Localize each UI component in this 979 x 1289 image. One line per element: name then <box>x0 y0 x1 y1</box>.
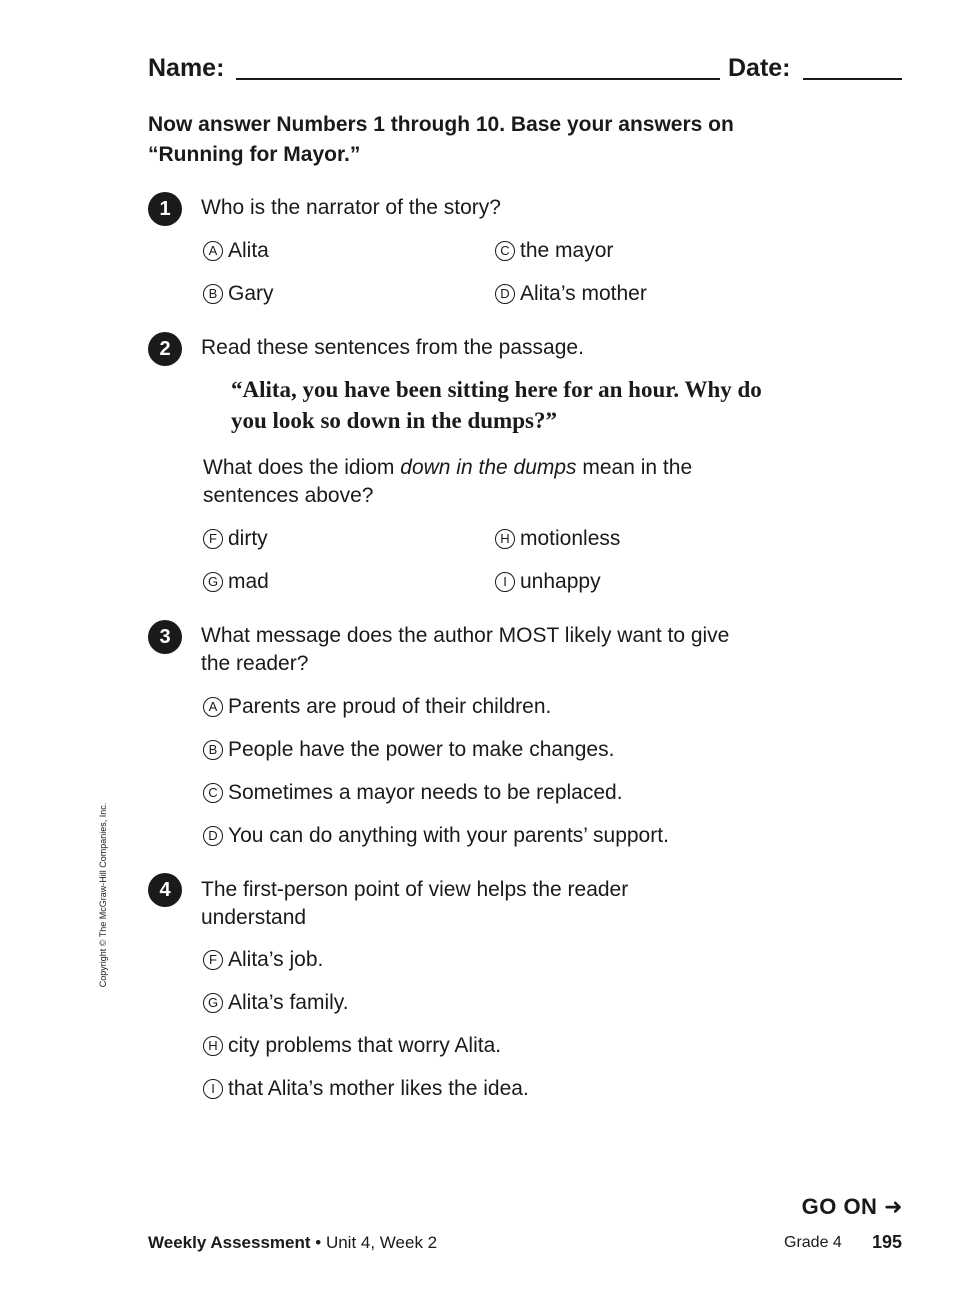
go-on-label: GO ON ➜ <box>801 1194 903 1219</box>
answer-bubble[interactable]: H <box>495 529 515 549</box>
option-text: Alita <box>228 239 269 262</box>
prompt-text: What does the idiom <box>203 456 401 479</box>
q4-option-h[interactable] <box>203 1033 501 1059</box>
page-number: 195 <box>872 1232 903 1252</box>
answer-bubble[interactable]: H <box>203 1036 223 1056</box>
q2-option-g[interactable] <box>203 569 269 595</box>
answer-bubble[interactable]: D <box>495 284 515 304</box>
question-4-text: The first-person point of view helps the reader understand <box>201 878 629 929</box>
q1-option-b[interactable] <box>203 281 274 307</box>
answer-bubble[interactable]: D <box>203 826 223 846</box>
answer-bubble[interactable]: A <box>203 697 223 717</box>
option-text: that Alita’s mother likes the idea. <box>228 1077 529 1100</box>
option-text: Alita’s job. <box>228 948 324 971</box>
answer-bubble[interactable]: A <box>203 241 223 261</box>
footer-separator: • <box>310 1233 326 1252</box>
answer-bubble[interactable]: B <box>203 284 223 304</box>
q1-option-c[interactable] <box>495 238 613 264</box>
option-text: Parents are proud of their children. <box>228 695 552 718</box>
option-text: Gary <box>228 282 274 305</box>
option-text: Alita’s mother <box>520 282 647 305</box>
answer-bubble[interactable]: I <box>495 572 515 592</box>
answer-bubble[interactable]: C <box>203 783 223 803</box>
q3-option-d[interactable] <box>203 823 669 849</box>
option-text: mad <box>228 570 269 593</box>
option-text: People have the power to make changes. <box>228 738 615 761</box>
date-field[interactable] <box>803 78 902 80</box>
option-text: the mayor <box>520 239 614 262</box>
q3-option-c[interactable] <box>203 780 623 806</box>
question-2-text: Read these sentences from the passage. <box>201 336 584 359</box>
question-number-2: 2 <box>148 332 182 366</box>
q2-option-i[interactable] <box>495 569 601 595</box>
option-text: Sometimes a mayor needs to be replaced. <box>228 781 623 804</box>
question-number-3: 3 <box>148 620 182 654</box>
answer-bubble[interactable]: C <box>495 241 515 261</box>
name-label: Name: <box>148 54 225 82</box>
name-field[interactable] <box>236 78 720 80</box>
answer-bubble[interactable]: B <box>203 740 223 760</box>
prompt-text: mean in the sentences above? <box>203 456 693 507</box>
option-text: motionless <box>520 527 621 550</box>
q3-option-a[interactable] <box>203 694 551 720</box>
question-1-text: Who is the narrator of the story? <box>201 196 501 219</box>
question-number-4: 4 <box>148 873 182 907</box>
grade-label: Grade 4 <box>784 1234 842 1251</box>
question-2-prompt <box>203 454 763 510</box>
q2-option-h[interactable] <box>495 526 620 552</box>
question-3-text: What message does the author MOST likely want to give the reader? <box>201 624 730 675</box>
answer-bubble[interactable]: G <box>203 993 223 1013</box>
q1-option-d[interactable] <box>495 281 647 307</box>
option-text: You can do anything with your parents’ support. <box>228 824 669 847</box>
option-text: dirty <box>228 527 268 550</box>
q1-option-a[interactable] <box>203 238 269 264</box>
option-text: Alita’s family. <box>228 991 349 1014</box>
passage-quote: “Alita, you have been sitting here for an hour. Why do you look so down in the dumps?” <box>231 377 762 433</box>
answer-bubble[interactable]: F <box>203 950 223 970</box>
q3-option-b[interactable] <box>203 737 614 763</box>
q4-option-i[interactable] <box>203 1076 529 1102</box>
answer-bubble[interactable]: G <box>203 572 223 592</box>
idiom-text: down in the dumps <box>400 456 577 479</box>
answer-bubble[interactable]: F <box>203 529 223 549</box>
q2-option-f[interactable] <box>203 526 268 552</box>
unit-week: Unit 4, Week 2 <box>325 1233 438 1252</box>
q4-option-g[interactable] <box>203 990 349 1016</box>
assessment-title: Weekly Assessment <box>148 1233 311 1252</box>
answer-bubble[interactable]: I <box>203 1079 223 1099</box>
option-text: unhappy <box>520 570 601 593</box>
q4-option-f[interactable] <box>203 947 323 973</box>
instructions: Now answer Numbers 1 through 10. Base your answers on “Running for Mayor.” <box>148 113 734 166</box>
footer-assessment <box>148 1233 437 1253</box>
option-text: city problems that worry Alita. <box>228 1034 502 1057</box>
copyright-notice: Copyright © The McGraw-Hill Companies, Inc. <box>98 802 108 988</box>
date-label: Date: <box>728 54 791 82</box>
question-number-1: 1 <box>148 192 182 226</box>
